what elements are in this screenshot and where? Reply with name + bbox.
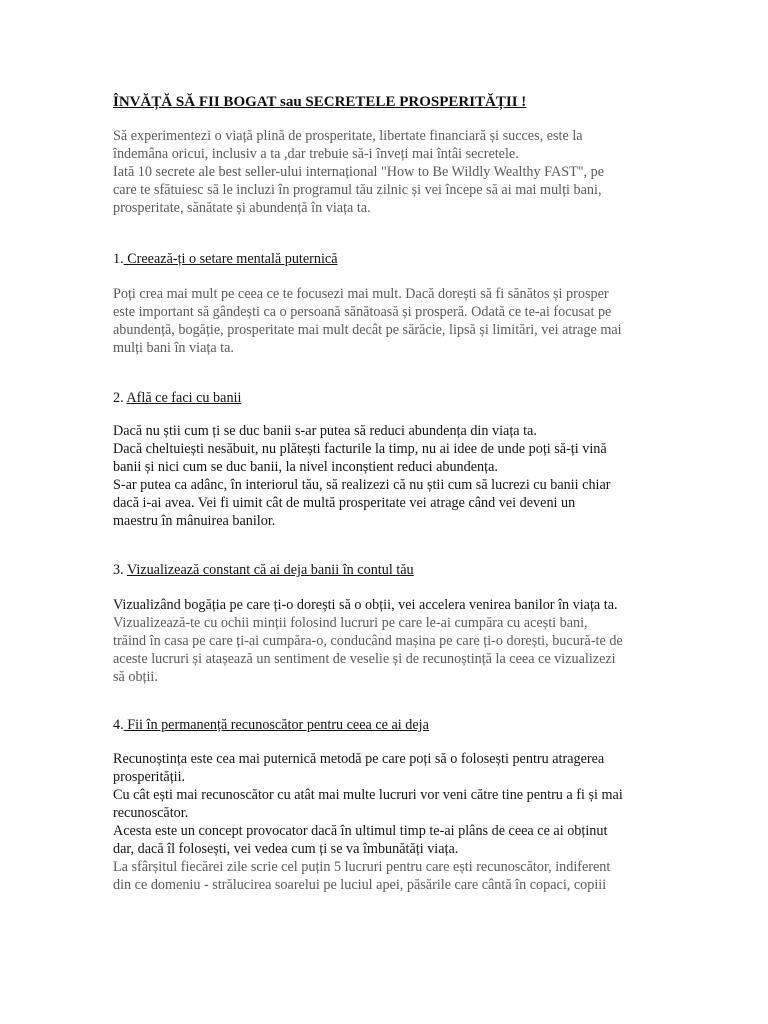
- body-line: abundență, bogăție, prosperitate mai mult decât pe sărăcie, lipsă și limitări, vei atrage mai: [113, 322, 622, 338]
- body-line: Vizualizează-te cu ochii minții folosind lucruri pe care le-ai cumpăra cu acești bani,: [113, 615, 588, 631]
- body-line: aceste lucruri și atașează un sentiment de veselie și de recunoștință la ceea ce vizualizezi: [113, 651, 616, 667]
- body-line: Vizualizând bogăția pe care ți-o dorești să o obții, vei accelera venirea banilor în viața ta.: [113, 597, 618, 613]
- intro-line: prosperitate, sănătate și abundență în viața ta.: [113, 200, 371, 216]
- intro-line: care te sfătuiesc să le incluzi în programul tău zilnic și vei începe să ai mai mulți bani,: [113, 182, 602, 198]
- body-line: trăind în casa pe care ți-ai cumpăra-o, conducând mașina pe care ți-o dorești, bucură-te de: [113, 633, 623, 649]
- document-title: ÎNVĂȚĂ SĂ FII BOGAT sau SECRETELE PROSPERITĂȚII !: [113, 94, 527, 110]
- body-line: Poți crea mai mult pe ceea ce te focusezi mai mult. Dacă dorești să fi sănătos și prosper: [113, 286, 609, 302]
- body-line: S-ar putea ca adânc, în interiorul tău, să realizezi că nu știi cum să lucrezi cu banii chiar: [113, 477, 611, 493]
- intro-line: Să experimentezi o viață plină de prosperitate, libertate financiară și succes, este la: [113, 128, 583, 144]
- section-number: 2.: [113, 390, 124, 406]
- body-line: dacă i-ai avea. Vei fi uimit cât de multă prosperitate vei atrage când vei deveni un: [113, 495, 576, 511]
- body-line: mulți bani în viața ta.: [113, 340, 234, 356]
- section-2-body: [113, 422, 673, 530]
- section-number: 3.: [113, 562, 124, 578]
- section-number: 4.: [113, 717, 124, 733]
- intro-line: Iată 10 secrete ale best seller-ului internațional "How to Be Wildly Wealthy FAST", pe: [113, 164, 605, 180]
- section-3-heading: [113, 561, 414, 579]
- section-1-body: [113, 285, 673, 357]
- intro-paragraph: [113, 127, 673, 217]
- section-title: Vizualizează constant că ai deja banii în contul tău: [126, 562, 414, 578]
- section-title: Creează-ți o setare mentală puternică: [123, 251, 338, 267]
- body-line: Recunoștința este cea mai puternică metodă pe care poți să o folosești pentru atragerea: [113, 751, 605, 767]
- body-line: maestru în mânuirea banilor.: [113, 513, 276, 529]
- body-line: este important să gândești ca o persoană sănătoasă și prosperă. Odată ce te-ai focusat pe: [113, 304, 612, 320]
- section-title: Fii în permanență recunoscător pentru ceea ce ai deja: [123, 717, 429, 733]
- body-line: banii și nici cum se duc banii, la nivel inconștient reduci abundența.: [113, 459, 498, 475]
- intro-line: îndemâna oricui, inclusiv a ta ,dar trebuie să-i înveți mai întâi secretele.: [113, 146, 519, 162]
- body-line: Dacă nu știi cum ți se duc banii s-ar putea să reduci abundența din viața ta.: [113, 423, 537, 439]
- section-number: 1.: [113, 251, 124, 267]
- body-line: Acesta este un concept provocator dacă în ultimul timp te-ai plâns de ceea ce ai obținut: [113, 823, 608, 839]
- body-line: dar, dacă îl folosești, vei vedea cum ți se va îmbunătăți viața.: [113, 841, 459, 857]
- body-line: recunoscător.: [113, 805, 189, 821]
- body-line: Cu cât ești mai recunoscător cu atât mai multe lucruri vor veni către tine pentru a fi și mai: [113, 787, 623, 803]
- body-line: să obții.: [113, 669, 158, 685]
- section-3-body: [113, 596, 673, 686]
- body-line: La sfârșitul fiecărei zile scrie cel puțin 5 lucruri pentru care ești recunoscător, indiferent: [113, 859, 611, 875]
- section-2-heading: [113, 389, 241, 407]
- body-line: prosperității.: [113, 769, 186, 785]
- section-4-body: [113, 750, 673, 894]
- section-title: Află ce faci cu banii: [126, 390, 242, 406]
- section-1-heading: [113, 250, 338, 268]
- section-4-heading: [113, 716, 429, 734]
- body-line: Dacă cheltuiești nesăbuit, nu plătești facturile la timp, nu ai idee de unde poți să-ți vină: [113, 441, 607, 457]
- body-line: din ce domeniu - strălucirea soarelui pe luciul apei, păsările care cântă în copaci, copiii: [113, 877, 607, 893]
